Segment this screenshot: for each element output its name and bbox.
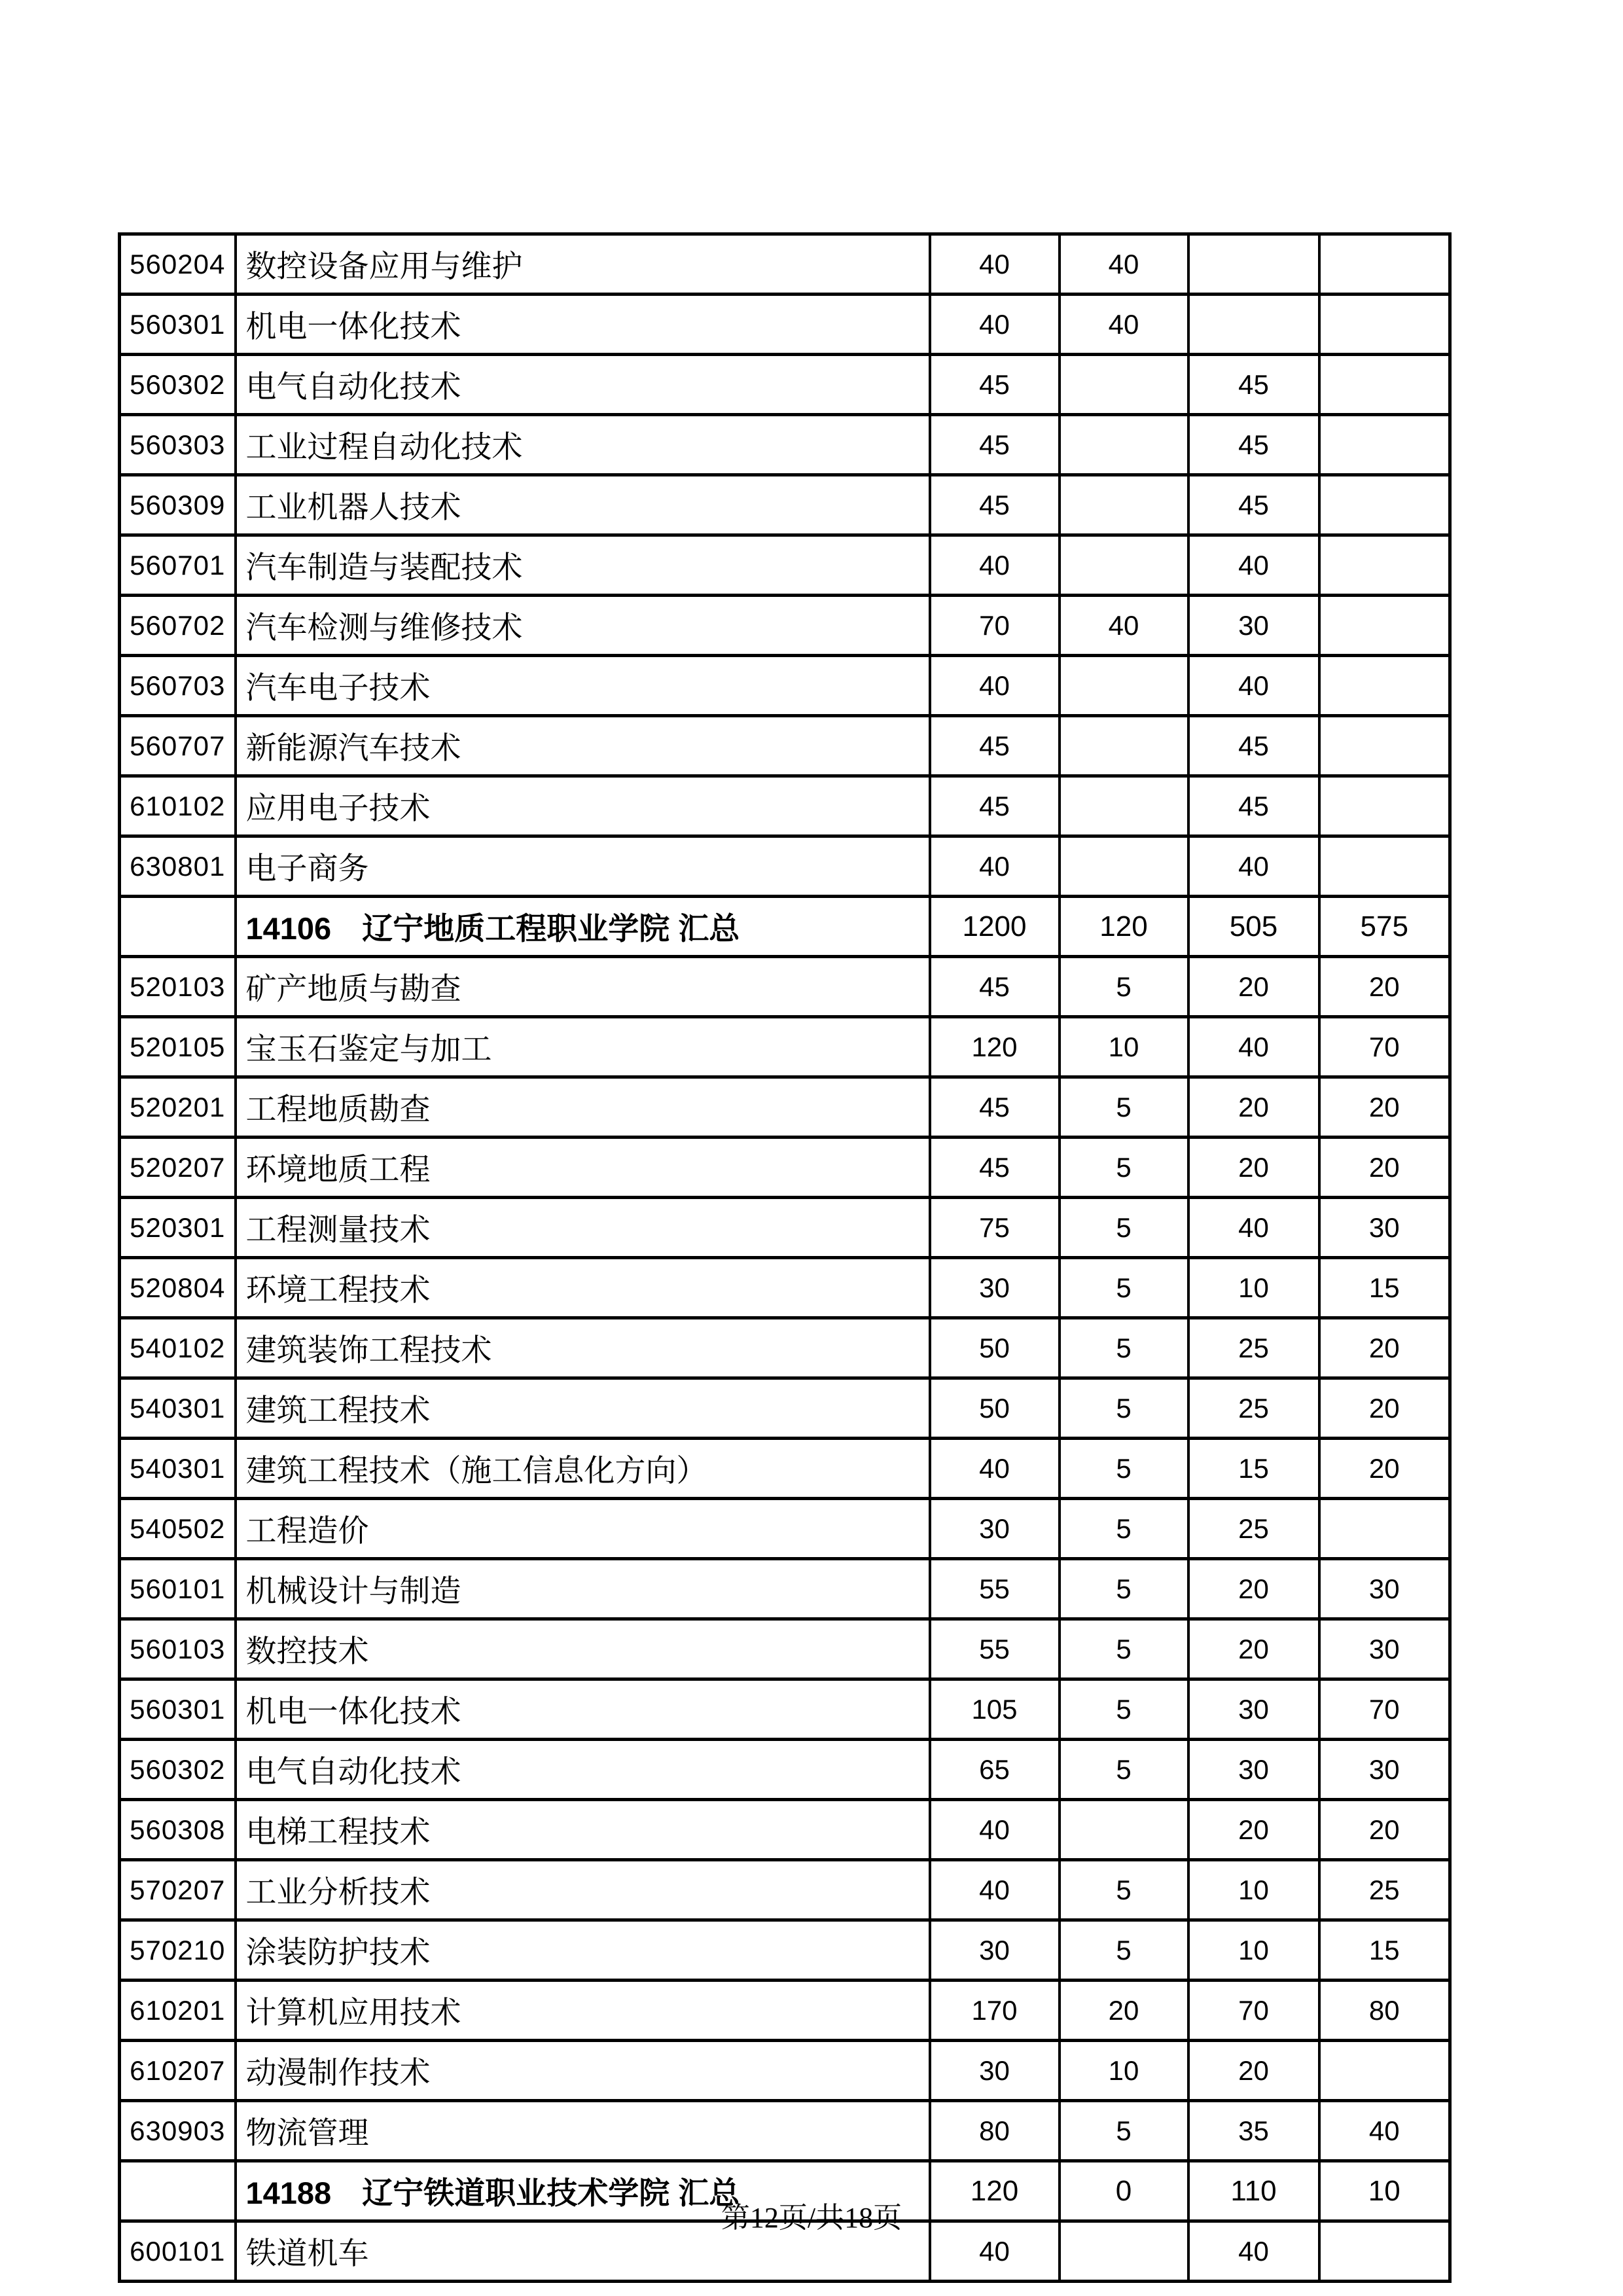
cell-plan-total: 40 (930, 656, 1060, 716)
cell-plan-c (1319, 415, 1450, 475)
cell-plan-a: 20 (1060, 1981, 1188, 2041)
cell-plan-b: 20 (1188, 1077, 1319, 1138)
table-row (120, 1559, 1450, 1619)
cell-plan-c (1319, 1499, 1450, 1559)
cell-plan-b: 40 (1188, 656, 1319, 716)
table-row (120, 716, 1450, 776)
table-row (120, 1499, 1450, 1559)
cell-plan-c (1319, 776, 1450, 836)
cell-plan-b (1188, 234, 1319, 295)
cell-plan-c: 30 (1319, 1740, 1450, 1800)
cell-plan-b: 505 (1188, 897, 1319, 957)
cell-plan-total: 55 (930, 1559, 1060, 1619)
cell-major-code: 520301 (120, 1198, 236, 1258)
cell-major-name: 工业分析技术 (236, 1860, 930, 1920)
cell-plan-a: 0 (1060, 2161, 1188, 2221)
cell-plan-c: 20 (1319, 1439, 1450, 1499)
cell-plan-total: 45 (930, 355, 1060, 415)
cell-plan-c: 575 (1319, 897, 1450, 957)
table-row (120, 295, 1450, 355)
cell-plan-a: 5 (1060, 1860, 1188, 1920)
enrollment-plan-table (118, 232, 1452, 2283)
cell-major-name: 机电一体化技术 (236, 295, 930, 355)
cell-major-code: 560103 (120, 1619, 236, 1679)
cell-major-name: 矿产地质与勘查 (236, 957, 930, 1017)
table-row (120, 475, 1450, 535)
cell-plan-total: 40 (930, 234, 1060, 295)
cell-major-name: 建筑装饰工程技术 (236, 1318, 930, 1378)
cell-plan-a: 5 (1060, 1439, 1188, 1499)
cell-plan-a (1060, 415, 1188, 475)
cell-major-code: 560707 (120, 716, 236, 776)
cell-plan-b: 25 (1188, 1378, 1319, 1439)
cell-plan-total: 80 (930, 2101, 1060, 2161)
cell-plan-a: 40 (1060, 234, 1188, 295)
cell-plan-c (1319, 475, 1450, 535)
cell-plan-a (1060, 1800, 1188, 1860)
cell-plan-c: 25 (1319, 1860, 1450, 1920)
cell-plan-a: 120 (1060, 897, 1188, 957)
cell-major-name: 铁道机车 (236, 2221, 930, 2282)
cell-major-code: 560301 (120, 295, 236, 355)
cell-plan-total: 120 (930, 1017, 1060, 1077)
cell-plan-a (1060, 355, 1188, 415)
cell-plan-a: 5 (1060, 1619, 1188, 1679)
cell-plan-b: 35 (1188, 2101, 1319, 2161)
table-row (120, 1679, 1450, 1740)
cell-major-name: 涂装防护技术 (236, 1920, 930, 1981)
cell-plan-c (1319, 535, 1450, 596)
cell-plan-a: 5 (1060, 1920, 1188, 1981)
cell-plan-b: 30 (1188, 596, 1319, 656)
cell-plan-a: 5 (1060, 1318, 1188, 1378)
cell-major-code: 560302 (120, 1740, 236, 1800)
cell-major-code: 520804 (120, 1258, 236, 1318)
cell-plan-total: 120 (930, 2161, 1060, 2221)
table-row (120, 2041, 1450, 2101)
cell-plan-b: 10 (1188, 1860, 1319, 1920)
cell-plan-b: 15 (1188, 1439, 1319, 1499)
cell-major-code: 540502 (120, 1499, 236, 1559)
cell-plan-total: 50 (930, 1318, 1060, 1378)
cell-plan-c (1319, 2041, 1450, 2101)
cell-major-name: 电气自动化技术 (236, 355, 930, 415)
cell-major-name: 汽车电子技术 (236, 656, 930, 716)
cell-plan-b: 10 (1188, 1258, 1319, 1318)
cell-plan-b: 45 (1188, 716, 1319, 776)
cell-plan-total: 55 (930, 1619, 1060, 1679)
cell-plan-total: 75 (930, 1198, 1060, 1258)
cell-major-code: 560303 (120, 415, 236, 475)
table-row (120, 1258, 1450, 1318)
cell-plan-b: 20 (1188, 1800, 1319, 1860)
cell-major-code: 630801 (120, 836, 236, 897)
cell-major-code: 520201 (120, 1077, 236, 1138)
cell-plan-b: 70 (1188, 1981, 1319, 2041)
cell-plan-b: 30 (1188, 1679, 1319, 1740)
cell-plan-a (1060, 656, 1188, 716)
table-row (120, 776, 1450, 836)
table-row (120, 415, 1450, 475)
cell-plan-c: 15 (1319, 1920, 1450, 1981)
cell-major-code: 560301 (120, 1679, 236, 1740)
cell-plan-total: 65 (930, 1740, 1060, 1800)
cell-plan-total: 45 (930, 1138, 1060, 1198)
cell-plan-b: 40 (1188, 836, 1319, 897)
cell-plan-a: 5 (1060, 1378, 1188, 1439)
table-row (120, 2101, 1450, 2161)
cell-plan-c (1319, 716, 1450, 776)
cell-major-code: 610207 (120, 2041, 236, 2101)
cell-plan-b: 40 (1188, 1198, 1319, 1258)
cell-plan-b: 20 (1188, 1619, 1319, 1679)
cell-major-name: 动漫制作技术 (236, 2041, 930, 2101)
cell-major-code: 610102 (120, 776, 236, 836)
cell-plan-total: 40 (930, 836, 1060, 897)
cell-plan-total: 170 (930, 1981, 1060, 2041)
cell-major-name: 建筑工程技术 (236, 1378, 930, 1439)
cell-plan-a: 5 (1060, 1559, 1188, 1619)
cell-major-code: 560703 (120, 656, 236, 716)
cell-plan-b (1188, 295, 1319, 355)
cell-major-code: 560701 (120, 535, 236, 596)
cell-plan-a: 10 (1060, 2041, 1188, 2101)
cell-major-code: 560101 (120, 1559, 236, 1619)
cell-plan-total: 45 (930, 415, 1060, 475)
cell-plan-a (1060, 535, 1188, 596)
table-row (120, 1920, 1450, 1981)
cell-plan-c (1319, 355, 1450, 415)
cell-plan-a: 5 (1060, 957, 1188, 1017)
cell-major-code: 560702 (120, 596, 236, 656)
cell-plan-a: 5 (1060, 1198, 1188, 1258)
cell-major-code: 560302 (120, 355, 236, 415)
cell-major-code: 610201 (120, 1981, 236, 2041)
cell-plan-total: 45 (930, 1077, 1060, 1138)
table-row (120, 1800, 1450, 1860)
cell-plan-b: 45 (1188, 415, 1319, 475)
cell-plan-total: 40 (930, 1860, 1060, 1920)
cell-major-code: 520105 (120, 1017, 236, 1077)
table-row (120, 1318, 1450, 1378)
cell-plan-b: 45 (1188, 475, 1319, 535)
summary-row (120, 897, 1450, 957)
cell-plan-b: 40 (1188, 2221, 1319, 2282)
cell-major-name: 工业机器人技术 (236, 475, 930, 535)
cell-plan-b: 20 (1188, 1559, 1319, 1619)
table-row (120, 1378, 1450, 1439)
table-row (120, 355, 1450, 415)
cell-plan-a: 5 (1060, 1499, 1188, 1559)
cell-major-code: 560308 (120, 1800, 236, 1860)
cell-plan-b: 20 (1188, 957, 1319, 1017)
cell-plan-a: 5 (1060, 1679, 1188, 1740)
cell-major-code: 520103 (120, 957, 236, 1017)
cell-major-name: 机械设计与制造 (236, 1559, 930, 1619)
cell-plan-a (1060, 836, 1188, 897)
table-row (120, 596, 1450, 656)
table-row (120, 1981, 1450, 2041)
cell-plan-b: 20 (1188, 2041, 1319, 2101)
cell-plan-a: 10 (1060, 1017, 1188, 1077)
cell-plan-total: 40 (930, 1439, 1060, 1499)
cell-plan-c: 30 (1319, 1559, 1450, 1619)
cell-plan-b: 20 (1188, 1138, 1319, 1198)
cell-plan-total: 50 (930, 1378, 1060, 1439)
table-row (120, 1198, 1450, 1258)
cell-major-name: 数控设备应用与维护 (236, 234, 930, 295)
cell-major-name: 物流管理 (236, 2101, 930, 2161)
cell-plan-a: 5 (1060, 1077, 1188, 1138)
cell-plan-c (1319, 295, 1450, 355)
table-row (120, 1619, 1450, 1679)
cell-plan-c: 30 (1319, 1619, 1450, 1679)
cell-plan-total: 30 (930, 2041, 1060, 2101)
cell-major-name: 工程测量技术 (236, 1198, 930, 1258)
cell-major-name: 电梯工程技术 (236, 1800, 930, 1860)
cell-plan-b: 25 (1188, 1499, 1319, 1559)
cell-plan-b: 25 (1188, 1318, 1319, 1378)
cell-plan-b: 45 (1188, 776, 1319, 836)
table-row (120, 656, 1450, 716)
table-row (120, 1740, 1450, 1800)
cell-plan-c: 70 (1319, 1017, 1450, 1077)
table-row (120, 957, 1450, 1017)
cell-plan-b: 40 (1188, 535, 1319, 596)
cell-plan-c: 20 (1319, 1077, 1450, 1138)
cell-plan-a: 5 (1060, 1258, 1188, 1318)
cell-plan-c: 10 (1319, 2161, 1450, 2221)
page-number-footer: 第12页/共18页 (721, 2202, 902, 2234)
cell-major-name: 环境工程技术 (236, 1258, 930, 1318)
cell-plan-b: 40 (1188, 1017, 1319, 1077)
cell-major-code: 560309 (120, 475, 236, 535)
cell-major-name: 电气自动化技术 (236, 1740, 930, 1800)
table-row (120, 1860, 1450, 1920)
cell-plan-total: 30 (930, 1258, 1060, 1318)
cell-major-code: 570207 (120, 1860, 236, 1920)
cell-plan-total: 30 (930, 1920, 1060, 1981)
cell-major-name: 工业过程自动化技术 (236, 415, 930, 475)
cell-plan-total: 40 (930, 295, 1060, 355)
table-row (120, 1138, 1450, 1198)
cell-plan-a: 5 (1060, 2101, 1188, 2161)
cell-plan-total: 40 (930, 2221, 1060, 2282)
cell-plan-a (1060, 475, 1188, 535)
table-row (120, 836, 1450, 897)
table-row (120, 1439, 1450, 1499)
cell-major-name: 计算机应用技术 (236, 1981, 930, 2041)
cell-major-code: 540301 (120, 1378, 236, 1439)
cell-plan-c (1319, 656, 1450, 716)
cell-plan-c: 30 (1319, 1198, 1450, 1258)
cell-major-code: 570210 (120, 1920, 236, 1981)
cell-major-name: 14188 辽宁铁道职业技术学院 汇总 (236, 2161, 930, 2221)
cell-plan-c (1319, 596, 1450, 656)
cell-major-code: 560204 (120, 234, 236, 295)
cell-plan-c: 40 (1319, 2101, 1450, 2161)
cell-plan-total: 40 (930, 1800, 1060, 1860)
cell-major-name: 建筑工程技术（施工信息化方向） (236, 1439, 930, 1499)
cell-plan-total: 105 (930, 1679, 1060, 1740)
cell-plan-a: 40 (1060, 295, 1188, 355)
cell-plan-c: 80 (1319, 1981, 1450, 2041)
cell-plan-total: 70 (930, 596, 1060, 656)
cell-plan-total: 40 (930, 535, 1060, 596)
cell-plan-b: 10 (1188, 1920, 1319, 1981)
cell-major-name: 工程地质勘查 (236, 1077, 930, 1138)
cell-major-name: 机电一体化技术 (236, 1679, 930, 1740)
cell-plan-a: 40 (1060, 596, 1188, 656)
cell-plan-c: 20 (1319, 1138, 1450, 1198)
table-row (120, 234, 1450, 295)
cell-plan-c: 70 (1319, 1679, 1450, 1740)
cell-plan-b: 110 (1188, 2161, 1319, 2221)
cell-major-code: 520207 (120, 1138, 236, 1198)
cell-major-name: 应用电子技术 (236, 776, 930, 836)
cell-major-name: 汽车检测与维修技术 (236, 596, 930, 656)
cell-plan-c (1319, 836, 1450, 897)
cell-plan-total: 45 (930, 957, 1060, 1017)
cell-plan-c: 15 (1319, 1258, 1450, 1318)
cell-plan-a: 5 (1060, 1138, 1188, 1198)
cell-plan-a (1060, 776, 1188, 836)
cell-plan-total: 45 (930, 716, 1060, 776)
cell-major-code (120, 897, 236, 957)
cell-major-name: 汽车制造与装配技术 (236, 535, 930, 596)
cell-major-name: 环境地质工程 (236, 1138, 930, 1198)
cell-plan-c: 20 (1319, 1800, 1450, 1860)
cell-plan-b: 30 (1188, 1740, 1319, 1800)
cell-major-name: 工程造价 (236, 1499, 930, 1559)
cell-major-code: 630903 (120, 2101, 236, 2161)
cell-plan-c (1319, 234, 1450, 295)
cell-plan-total: 45 (930, 776, 1060, 836)
cell-plan-c: 20 (1319, 957, 1450, 1017)
cell-major-name: 14106 辽宁地质工程职业学院 汇总 (236, 897, 930, 957)
cell-major-name: 数控技术 (236, 1619, 930, 1679)
table-row (120, 535, 1450, 596)
cell-plan-total: 45 (930, 475, 1060, 535)
cell-major-code: 600101 (120, 2221, 236, 2282)
cell-plan-b: 45 (1188, 355, 1319, 415)
cell-plan-c: 20 (1319, 1378, 1450, 1439)
cell-plan-c: 20 (1319, 1318, 1450, 1378)
cell-major-code: 540301 (120, 1439, 236, 1499)
cell-plan-a: 5 (1060, 1740, 1188, 1800)
table-row (120, 1077, 1450, 1138)
cell-plan-total: 30 (930, 1499, 1060, 1559)
cell-major-code: 540102 (120, 1318, 236, 1378)
cell-major-name: 电子商务 (236, 836, 930, 897)
cell-plan-a (1060, 716, 1188, 776)
cell-major-name: 新能源汽车技术 (236, 716, 930, 776)
cell-plan-total: 1200 (930, 897, 1060, 957)
table-row (120, 1017, 1450, 1077)
cell-major-name: 宝玉石鉴定与加工 (236, 1017, 930, 1077)
